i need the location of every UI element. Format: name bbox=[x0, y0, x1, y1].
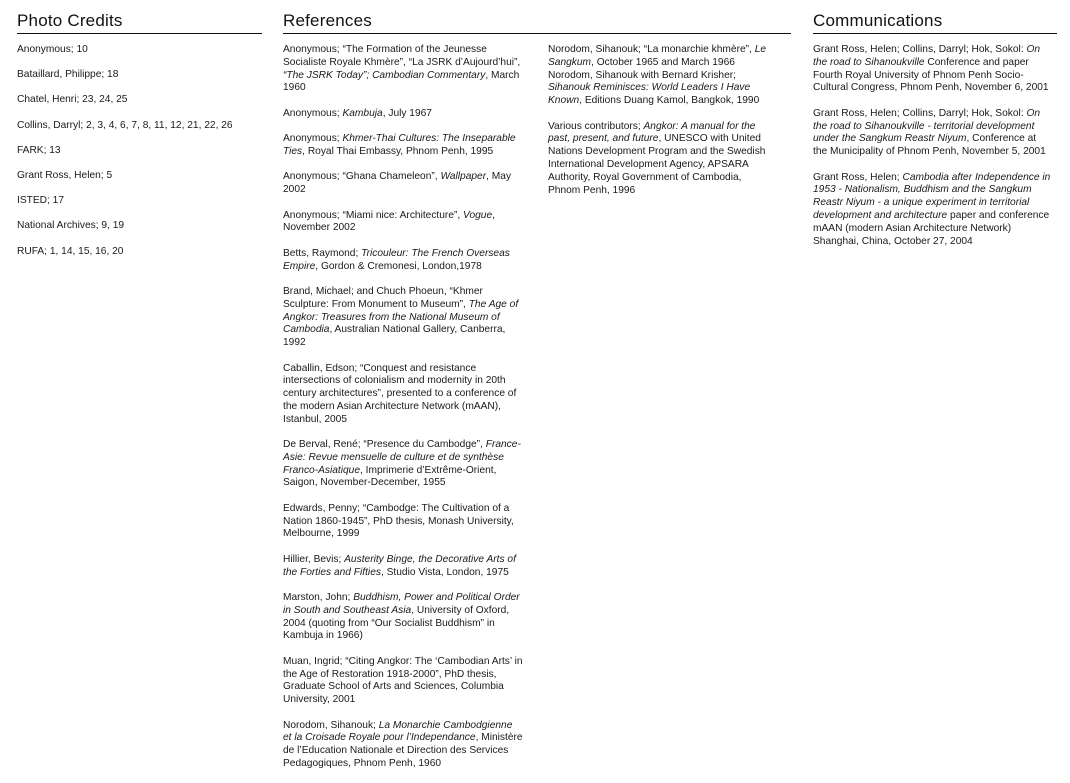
communications-list bbox=[813, 44, 1053, 261]
photo-credit-entry: Bataillard, Philippe; 18 bbox=[17, 69, 119, 81]
photo-credits-heading: Photo Credits bbox=[17, 11, 123, 30]
communication-entry bbox=[813, 172, 1053, 249]
communications-heading: Communications bbox=[813, 11, 943, 30]
reference-title: Angkor: A manual for the past, present, and future bbox=[548, 120, 756, 145]
reference-text: , Imprimerie d’Extrême-Orient, Saigon, November-December, 1955 bbox=[283, 464, 497, 489]
reference-entry bbox=[283, 720, 523, 771]
reference-text: , Australian National Gallery, Canberra, 1992 bbox=[283, 324, 506, 349]
reference-text: Edwards, Penny; “Cambodge: The Cultivation of a Nation 1860-1945”, PhD thesis, Monash University, Melbourne, 1999 bbox=[283, 502, 514, 540]
reference-text: , UNESCO with United Nations Development Program and the Swedish International Development Agency, APSARA Authority, Royal Government of Cambodia, Phnom Penh, 1996 bbox=[548, 133, 766, 196]
reference-entry bbox=[283, 133, 523, 159]
communication-title: On the road to Sihanoukville - territorial development under the Sangkum Reastr Niyum bbox=[813, 107, 1041, 145]
reference-title: Wallpaper bbox=[440, 171, 487, 183]
reference-text: Brand, Michael; and Chuch Phoeun, “Khmer Sculpture: From Monument to Museum”, bbox=[283, 285, 483, 310]
communication-text: Grant Ross, Helen; Collins, Darryl; Hok, Sokol: bbox=[813, 107, 1027, 119]
reference-entry bbox=[283, 439, 523, 490]
photo-credit-entry: Collins, Darryl; 2, 3, 4, 6, 7, 8, 11, 12, 21, 22, 26 bbox=[17, 119, 233, 131]
communication-text: Conference and paper Fourth Royal University of Phnom Penh Socio-Cultural Congress, Phnom Penh, November 6, 2001 bbox=[813, 56, 1049, 94]
reference-title: La Monarchie Cambodgienne et la Croisade Royale pour l’Independance bbox=[283, 719, 513, 744]
reference-entry bbox=[548, 70, 776, 108]
reference-title: France-Asie: Revue mensuelle de culture et de synthèse Franco-Asiatique bbox=[283, 439, 521, 476]
reference-text: Hillier, Bevis; bbox=[283, 553, 345, 565]
communication-title: On the road to Sihanoukville bbox=[813, 44, 1041, 68]
photo-credit-entry: National Archives; 9, 19 bbox=[17, 220, 125, 232]
reference-entry bbox=[283, 592, 523, 643]
reference-title: Tricouleur: The French Overseas Empire bbox=[283, 247, 510, 272]
references-list bbox=[283, 44, 523, 783]
reference-text: , October 1965 and March 1966 bbox=[591, 56, 735, 68]
reference-title: Kambuja bbox=[342, 107, 383, 119]
reference-entry bbox=[283, 554, 523, 580]
references-heading: References bbox=[283, 11, 372, 30]
reference-text: , Royal Thai Embassy, Phnom Penh, 1995 bbox=[302, 145, 494, 157]
reference-text: Anonymous; “Miami nice: Architecture”, bbox=[283, 209, 464, 221]
communication-text: Grant Ross, Helen; bbox=[813, 171, 903, 183]
communication-title: Cambodia after Independence in 1953 - Nationalism, Buddhism and the Sangkum Reastr Niyum - a unique experiment in territorial development and architecture bbox=[813, 171, 1051, 221]
references-list-continued bbox=[548, 44, 776, 210]
communication-text: paper and conference mAAN (modern Asian Architecture Network) Shanghai, China, October 27, 2004 bbox=[813, 209, 1050, 247]
reference-text: Anonymous; “The Formation of the Jeunesse Socialiste Royale Khmère”, “La JSRK d’Aujourd’hui”, bbox=[283, 44, 521, 68]
reference-text: , March 1960 bbox=[283, 69, 520, 94]
reference-text: De Berval, René; “Presence du Cambodge”, bbox=[283, 439, 486, 451]
photo-credit-entry: Grant Ross, Helen; 5 bbox=[17, 169, 113, 181]
reference-text: Betts, Raymond; bbox=[283, 247, 362, 259]
reference-entry bbox=[283, 210, 523, 236]
photo-credit-entry: RUFA; 1, 14, 15, 16, 20 bbox=[17, 245, 124, 257]
references-rule bbox=[283, 33, 791, 34]
reference-entry bbox=[283, 656, 523, 707]
reference-text: Marston, John; bbox=[283, 592, 354, 604]
reference-entry bbox=[283, 286, 523, 350]
photo-credits-rule bbox=[17, 33, 262, 34]
reference-title: Sihanouk Reminisces: World Leaders I Have Known bbox=[548, 82, 751, 107]
reference-entry bbox=[548, 121, 776, 198]
photo-credit-entry: Anonymous; 10 bbox=[17, 44, 88, 55]
reference-text: Norodom, Sihanouk with Bernard Krisher; bbox=[548, 69, 736, 81]
reference-text: , Editions Duang Kamol, Bangkok, 1990 bbox=[579, 95, 760, 107]
reference-title: Le Sangkum bbox=[548, 44, 767, 68]
reference-text: , May 2002 bbox=[283, 171, 512, 196]
reference-title: Austerity Binge, the Decorative Arts of the Forties and Fifties bbox=[283, 553, 516, 578]
reference-text: , July 1967 bbox=[382, 107, 432, 119]
reference-text: , Ministère de l’Education Nationale et Direction des Services Pedagogiques, Phnom Penh, 1960 bbox=[283, 732, 523, 769]
reference-entry bbox=[283, 248, 523, 274]
reference-entry bbox=[283, 44, 523, 95]
reference-title: The Age of Angkor: Treasures from the National Museum of Cambodia bbox=[283, 298, 519, 336]
communication-text: Grant Ross, Helen; Collins, Darryl; Hok, Sokol: bbox=[813, 44, 1027, 55]
photo-credit-entry: Chatel, Henri; 23, 24, 25 bbox=[17, 94, 128, 106]
reference-text: Anonymous; “Ghana Chameleon”, bbox=[283, 171, 441, 183]
communication-entry bbox=[813, 44, 1053, 95]
reference-title: “The JSRK Today”; Cambodian Commentary bbox=[283, 69, 486, 81]
communication-entry bbox=[813, 108, 1053, 159]
reference-text: , Studio Vista, London, 1975 bbox=[380, 566, 509, 578]
reference-text: Anonymous; bbox=[283, 133, 343, 145]
reference-text: , November 2002 bbox=[283, 209, 495, 234]
reference-title: Vogue bbox=[463, 209, 493, 221]
reference-entry bbox=[283, 363, 523, 427]
reference-entry bbox=[548, 44, 776, 70]
photo-credit-entry: FARK; 13 bbox=[17, 144, 61, 156]
reference-text: , University of Oxford, 2004 (quoting from “Our Socialist Buddhism” in Kambuja in 1966) bbox=[283, 604, 510, 642]
communication-text: , Conference at the Municipality of Phnom Penh, November 5, 2001 bbox=[813, 133, 1046, 158]
reference-entry bbox=[283, 503, 523, 541]
reference-entry bbox=[283, 171, 523, 197]
reference-text: Caballin, Edson; “Conquest and resistance intersections of colonialism and modernity in 20th century architectures”, presented to a conference of the modern Asian Architecture Network (mAAN), Istanbul, 2005 bbox=[283, 362, 517, 425]
reference-text: Anonymous; bbox=[283, 107, 343, 119]
reference-text: Muan, Ingrid; “Citing Angkor: The ‘Cambodian Arts’ in the Age of Restoration 1918-2000”, PhD thesis, Graduate School of Arts and Sciences, Columbia University, 2001 bbox=[283, 655, 523, 706]
reference-text: Norodom, Sihanouk; bbox=[283, 719, 379, 731]
reference-text: Various contributors; bbox=[548, 120, 644, 132]
reference-title: Khmer-Thai Cultures: The Inseparable Ties bbox=[283, 133, 516, 157]
communications-rule bbox=[813, 33, 1057, 34]
reference-text: , Gordon & Cremonesi, London,1978 bbox=[315, 260, 482, 272]
reference-entry bbox=[283, 108, 523, 121]
photo-credits-list bbox=[17, 44, 267, 271]
photo-credit-entry: ISTED; 17 bbox=[17, 195, 64, 207]
reference-title: Buddhism, Power and Political Order in South and Southeast Asia bbox=[283, 592, 520, 616]
reference-text: Norodom, Sihanouk; “La monarchie khmère”, bbox=[548, 44, 755, 55]
